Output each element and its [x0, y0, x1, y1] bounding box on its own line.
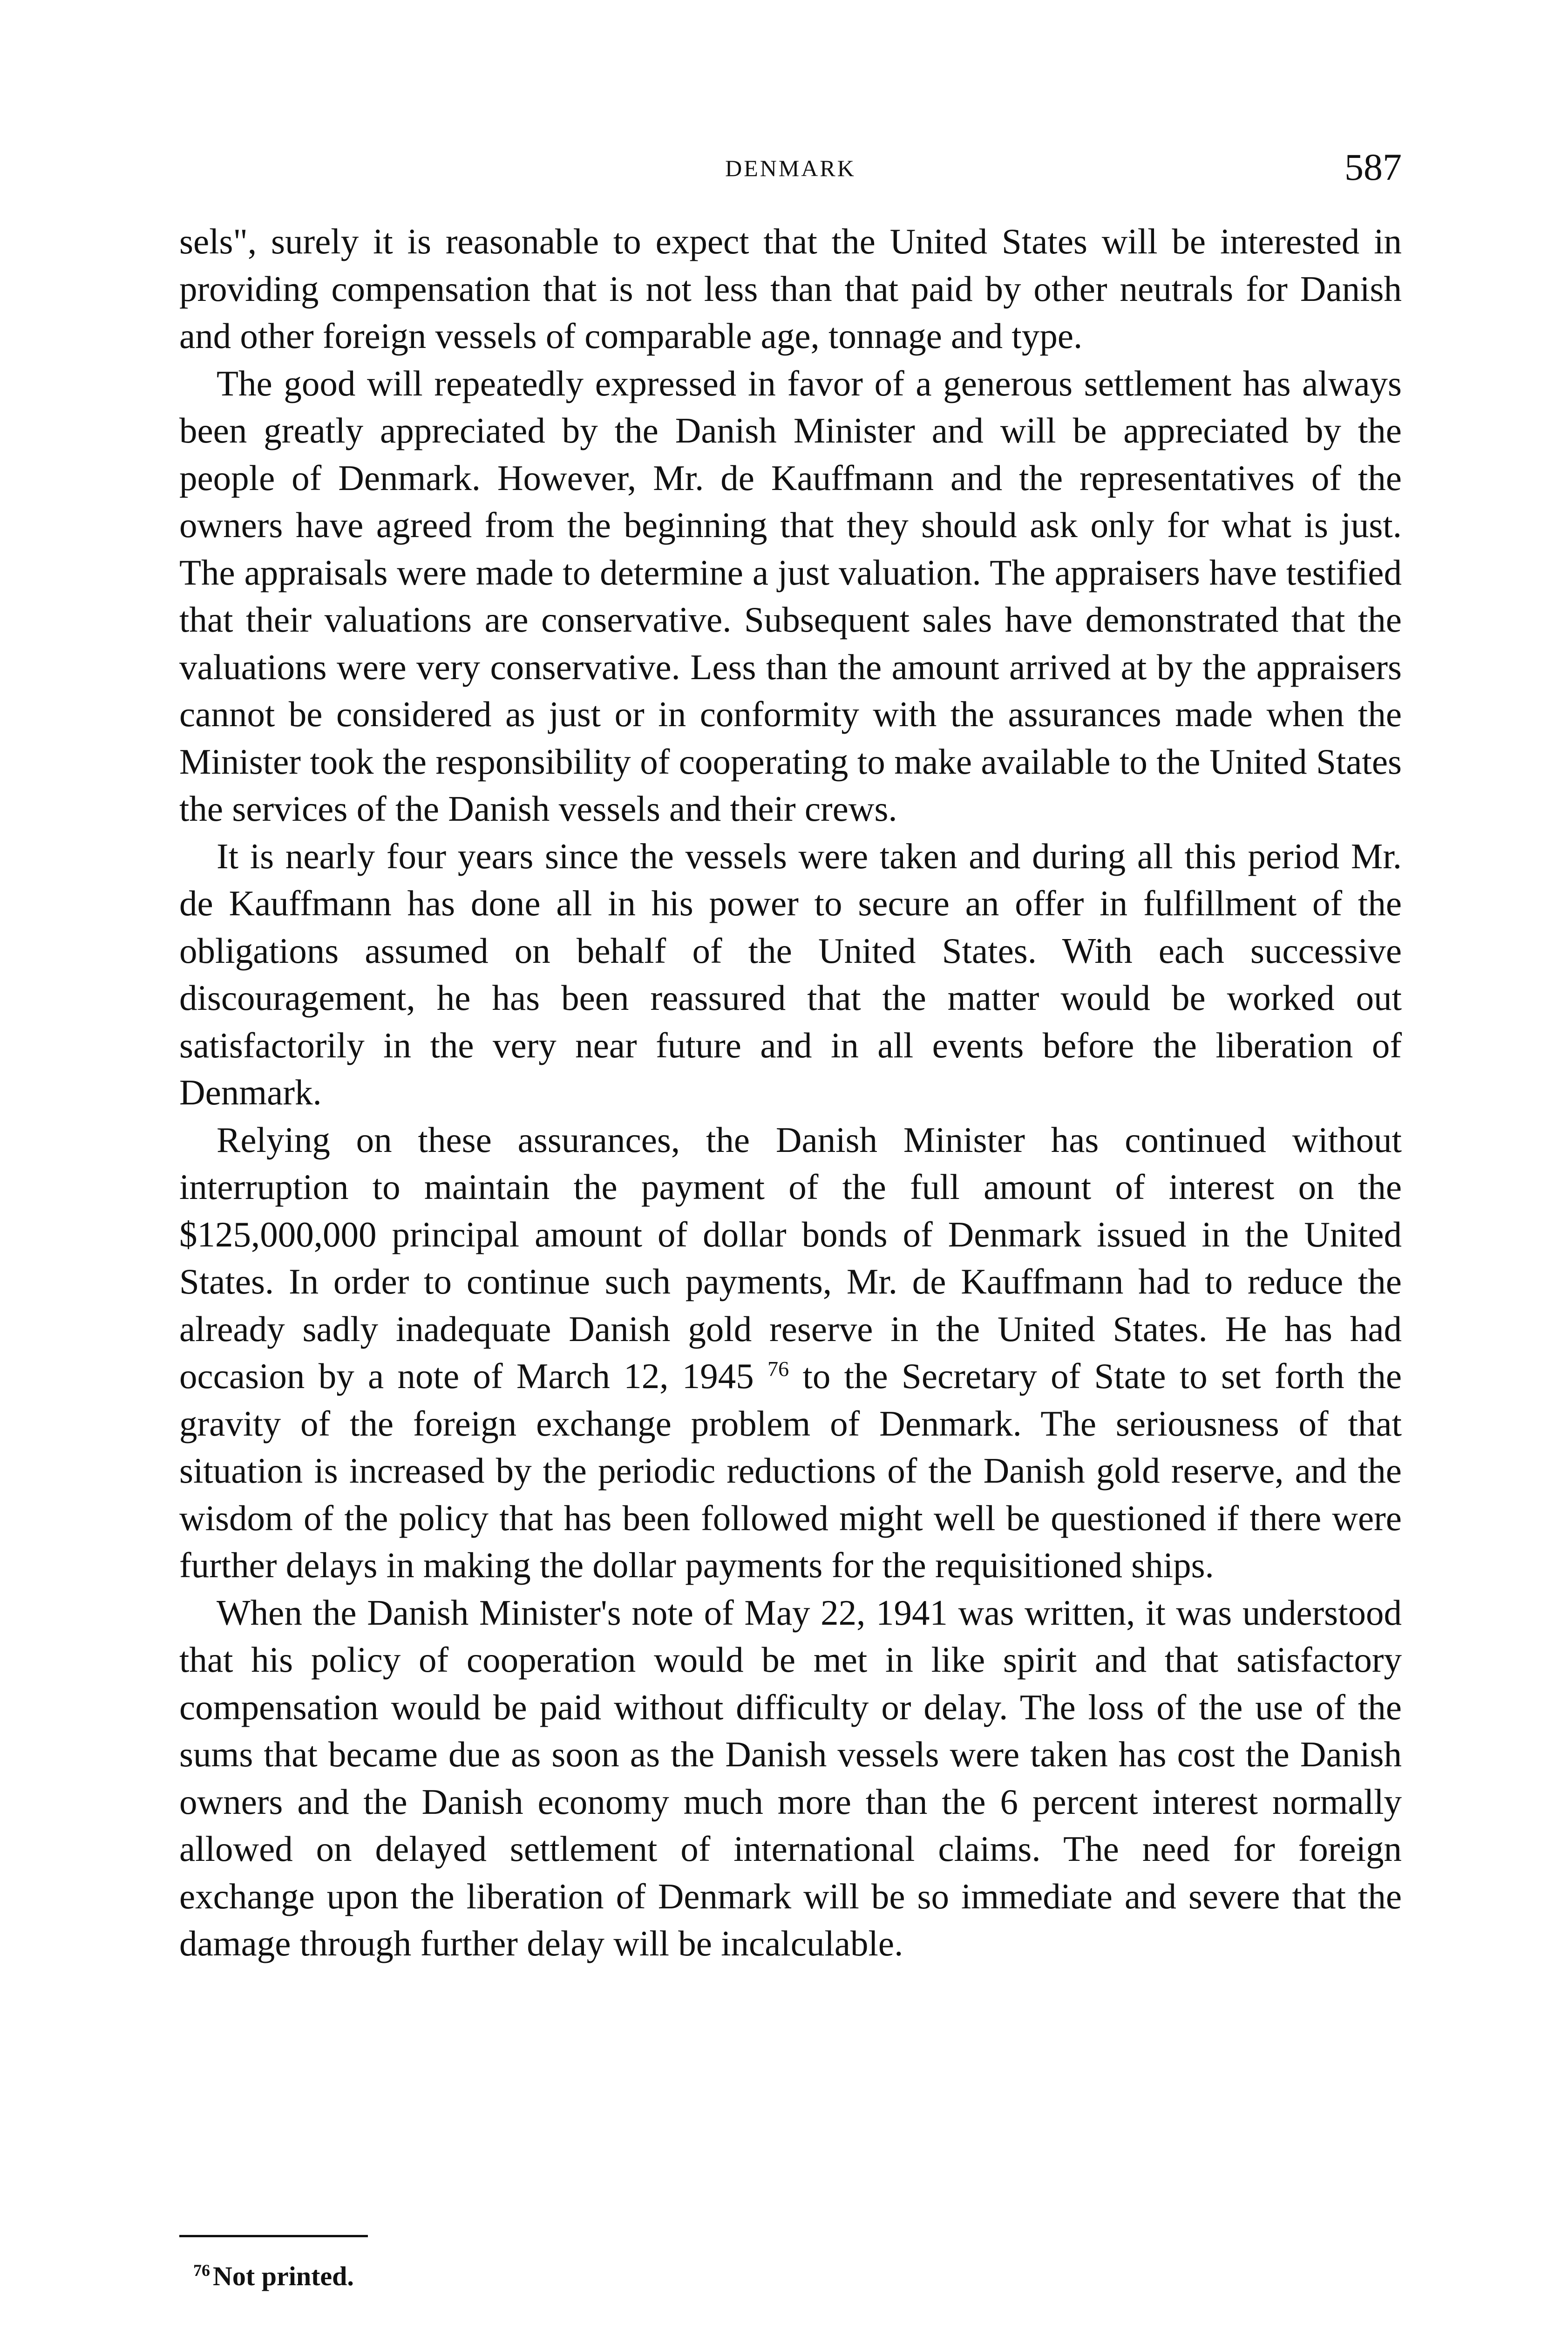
running-title: DENMARK: [725, 155, 856, 181]
paragraph-4: [179, 1117, 1402, 1589]
footnote: [193, 2260, 354, 2293]
body-text: [179, 218, 1402, 1968]
running-header: [179, 148, 1402, 195]
paragraph-3: It is nearly four years since the vessels were taken and during all this period Mr. de Kauffmann has done all in his power to secure an offer in fulfillment of the obligations assumed on behalf of the United States. With each successive discouragement, he has been reassured that the matter would be worked out satisfactorily in the very near future and in all events before the liberation of Denmark.: [179, 836, 1402, 1112]
footnote-text: Not printed.: [213, 2261, 354, 2291]
footnote-reference: 76: [767, 1357, 789, 1381]
paragraph-2: The good will repeatedly expressed in favor of a generous settlement has always been greatly appreciated by the Danish Minister and will be appreciated by the people of Denmark. However, Mr. de Kauffmann and the representatives of the owners have agreed from the beginning that they should ask only for what is just. The appraisals were made to determine a just valuation. The appraisers have testified that their valuations are conservative. Subsequent sales have demonstrated that the valuations were very conservative. Less than the amount arrived at by the appraisers cannot be considered as just or in conformity with the assurances made when the Minister took the responsibility of cooperating to make available to the United States the services of the Danish vessels and their crews.: [179, 363, 1402, 829]
footnote-divider: [179, 2235, 368, 2237]
paragraph-4-text-b: to the Secretary of State to set forth the gravity of the foreign exchange problem of Denmark. The seriousness of that situation is increased by the periodic reductions of the Danish gold reserve, and the wisdom of the policy that has been followed might well be questioned if there were further delays in making the dollar payments for the requisitioned ships.: [179, 1356, 1402, 1585]
paragraph-1: sels", surely it is reasonable to expect that the United States will be interested in providing compensation that is not less than that paid by other neutrals for Danish and other foreign vessels of comparable age, tonnage and type.: [179, 221, 1402, 356]
footnote-mark: 76: [193, 2261, 210, 2280]
paragraph-5: When the Danish Minister's note of May 22, 1941 was written, it was understood that his policy of cooperation would be met in like spirit and that satisfactory compensation would be paid without difficulty or delay. The loss of the use of the sums that became due as soon as the Danish vessels were taken has cost the Danish owners and the Danish economy much more than the 6 percent interest normally allowed on delayed settlement of international claims. The need for foreign exchange upon the liberation of Denmark will be so immediate and severe that the damage through further delay will be incalculable.: [179, 1592, 1402, 1963]
paragraph-4-text-a: Relying on these assurances, the Danish Minister has continued without interruption to maintain the payment of the full amount of interest on the $125,000,000 principal amount of dollar bonds of Denmark issued in the United States. In order to continue such payments, Mr. de Kauffmann had to reduce the already sadly inadequate Danish gold reserve in the United States. He has had occasion by a note of March 12, 1945: [179, 1119, 1402, 1396]
page-number: 587: [1344, 146, 1402, 188]
